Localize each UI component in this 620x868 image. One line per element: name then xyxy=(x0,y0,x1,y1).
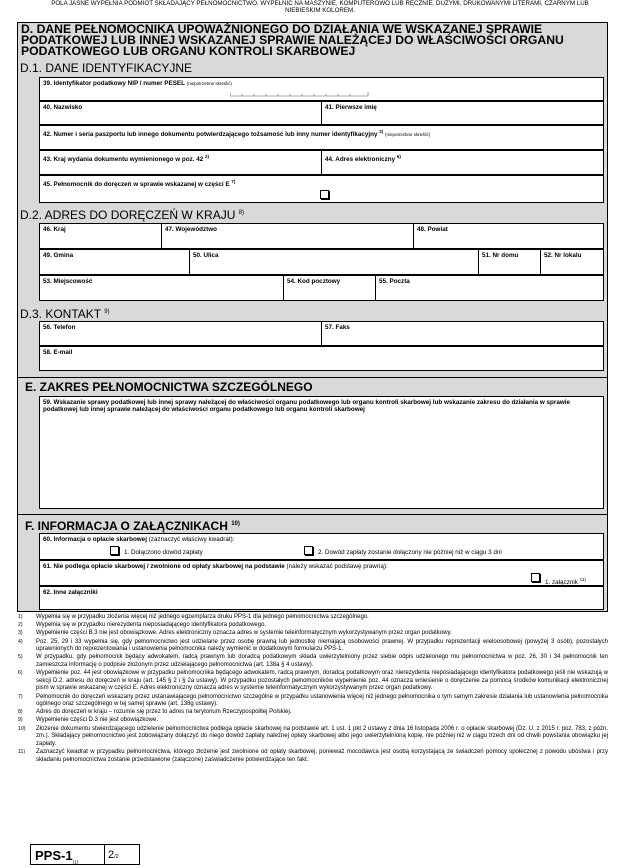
section-d3-title: D.3. KONTAKT $^{9)}$ xyxy=(20,307,110,321)
checkbox-zal[interactable] xyxy=(531,573,540,582)
row-42 xyxy=(39,125,604,150)
checkbox-opt1[interactable] xyxy=(110,546,119,555)
footnote: 10) Złożenie dokumentu stwierdzającego udzielenie pełnomocnictwa podlega opłacie skarbowej na podstawie art. 1 ust. 1 pkt 2 ustawy z dnia 16 listopada 2006 r. o opłacie skarbowej (Dz. U. z 2015 r. poz. 783, z późn. zm.). Składający pełnomocnictwo jest zobowiązany dołączyć do niego dowód zapłaty należnej opłaty skarbowej albo jego uwierzytelnioną kopię, nie później niż w ciągu trzech dni od chwili powstania obowiązku jej zapłaty. xyxy=(18,725,608,747)
row-62 xyxy=(39,586,604,610)
row-59 xyxy=(39,396,604,509)
field-59[interactable]: 59. Wskazanie sprawy podatkowej lub innej sprawy należącej do właściwości organu podatkowego lub organu kontroli skarbowej lub wskazanie zakresu do działania w sprawie podatkowej lub innej sprawie należącej do właściwości organu podatkowego lub organu kontroli skarbowej xyxy=(43,399,570,413)
field-61[interactable]: 61. Nie podlega opłacie skarbowej / zwolnione od opłaty skarbowej na podstawie (należy wskazać podstawę prawną): 1. załącznik $^{11)}$ xyxy=(43,563,586,587)
footnote: 11) Zaznaczyć kwadrat w przypadku pełnomocnictwa, którego złożenie jest zwolnione od opłaty skarbowej, ponieważ mocodawca jest osobą korzystającą ze świadczeń pomocy społecznej z powodu ubóstwa i przy składaniu pełnomocnictwa zostanie przedstawione (załączone) zaświadczenie potwierdzające ten fakt. xyxy=(18,749,608,763)
field-46[interactable]: 46. Kraj xyxy=(40,224,162,248)
section-d1-title: D.1. DANE IDENTYFIKACYJNE xyxy=(20,61,193,75)
footnote: 3) Wypełnienie części B.3 nie jest obowiązkowe. Adres elektroniczny oznacza adres w systemie teleinformatycznym wykorzystywanym przez organ podatkowy. xyxy=(18,630,452,637)
field-41[interactable]: 41. Pierwsze imię xyxy=(325,104,377,111)
section-d xyxy=(17,24,608,57)
row-46-48 xyxy=(39,223,604,249)
opt1-label: 1. Dołączono dowód zapłaty xyxy=(124,549,203,556)
row-56-57 xyxy=(39,321,604,346)
field-58[interactable]: 58. E-mail xyxy=(43,349,73,356)
field-54[interactable]: 54. Kod pocztowy xyxy=(284,276,376,300)
field-60: 60. Informacja o opłacie skarbowej (zaznaczyć właściwy kwadrat): 1. Dołączono dowód zapłaty 2. Dowód zapłaty zostanie dołączony nie później niż w ciągu 3 dni xyxy=(43,536,502,556)
field-43[interactable]: 43. Kraj wydania dokumentu wymienionego w poz. 42 $^{2)}$ xyxy=(40,151,322,174)
form-id-box xyxy=(30,844,140,865)
footnote: 8) Adres do doręczeń w kraju – rozumie się przez to adres na terytorium Rzeczypospolitej Polskiej. xyxy=(18,709,292,716)
section-d2-title: D.2. ADRES DO DORĘCZEŃ W KRAJU $^{8)}$ xyxy=(20,208,245,222)
field-53[interactable]: 53. Miejscowość xyxy=(40,276,284,300)
zal-label: 1. załącznik $^{11)}$ xyxy=(545,577,586,587)
row-53-55 xyxy=(39,275,604,301)
field-62[interactable]: 62. Inne załączniki xyxy=(43,589,98,596)
field-39[interactable]: 39. Identyfikator podatkowy NIP / numer PESEL (niepotrzebne skreślić) xyxy=(40,78,605,100)
footnote: 7) Pełnomocnik do doręczeń wskazany przez ustanawiającego pełnomocnictwo szczególne w przypadku ustanowienia więcej niż jednego pełnomocnika o tym samym zakresie działania lub ustanowienia pełnomocnika ogólnego oraz szczególnego w tej samej sprawie (art. 138g ustawy). xyxy=(18,693,608,708)
section-f-title: F. INFORMACJA O ZAŁĄCZNIKACH $^{10)}$ xyxy=(25,519,240,533)
field-47[interactable]: 47. Województwo xyxy=(162,224,414,248)
field-45: 45. Pełnomocnik do doręczeń w sprawie wskazanej w części E $^{7)}$ xyxy=(40,176,605,202)
section-divider xyxy=(17,514,608,515)
checkbox-45[interactable] xyxy=(320,190,329,199)
footnote: 4) Poz. 25, 29 i 33 wypełnia się, gdy pełnomocnictwo jest udzielane przez osobę prawną lub jednostkę niemającą osobowości prawnej. W przypadku reprezentacji wieloosobowej (powyżej 3 osób), pozostałych uprawnionych do reprezentowania i ustanowienia pełnomocnika należy wymienić w dodatkowym formularzu PPS-1. xyxy=(18,638,608,653)
footnote: 6) Wypełnienie poz. 44 jest obowiązkowe w przypadku pełnomocnika będącego adwokatem, radcą prawnym, doradcą podatkowym oraz nierezydenta nieposiadającego identyfikatora podatkowego jeśli nie wskazują w sekcji D.2. adresu do doręczeń w kraju (art. 145 § 2 i § 2a ustawy). W przypadku pozostałych pełnomocników wypełnienie poz. 44 oznacza wniesienie o doręczenie za pomocą środków komunikacji elektronicznej pism w sprawie wskazanej w części E. Adres elektroniczny oznacza adres w systemie teleinformatycznym wykorzystywanym przez organ podatkowy. xyxy=(18,670,608,692)
row-58 xyxy=(39,346,604,371)
field-48[interactable]: 48. Powiat xyxy=(417,226,448,233)
row-61 xyxy=(39,560,604,586)
footnote: 2) Wypełnia się w przypadku nierezydenta nieposiadającego identyfikatora podatkowego. xyxy=(18,622,267,629)
field-57[interactable]: 57. Faks xyxy=(325,324,350,331)
digit-ticks xyxy=(230,92,370,100)
field-55[interactable]: 55. Poczta xyxy=(379,278,410,285)
footnotes xyxy=(18,614,608,765)
field-44[interactable]: 44. Adres elektroniczny $^{6)}$ xyxy=(325,154,401,164)
checkbox-opt2[interactable] xyxy=(304,546,313,555)
row-43-44 xyxy=(39,150,604,175)
form-name: PPS-$1_{(1)}$ xyxy=(31,845,105,864)
top-instruction: POLA JASNE WYPEŁNIA PODMIOT SKŁADAJĄCY PEŁNOMOCNICTWO. WYPEŁNIĆ NA MASZYNIE, KOMPUTEROWO LUB RĘCZNIE, DUŻYMI, DRUKOWANYMI LITERAMI, CZARNYM LUB NIEBIESKIM KOLOREM. xyxy=(51,0,589,15)
field-42[interactable]: 42. Numer i seria paszportu lub innego dokumentu potwierdzającego tożsamość lub inny numer identyfikacyjny $^{2)}$ (niepotrzebne skreślić) xyxy=(43,129,431,139)
field-51[interactable]: 51. Nr domu xyxy=(479,250,541,274)
section-d-title: D. DANE PEŁNOMOCNIKA UPOWAŻNIONEGO DO DZIAŁANIA WE WSKAZANEJ SPRAWIE PODATKOWEJ LUB INNEJ WSKAZANEJ SPRAWIE NALEŻĄCEJ DO WŁAŚCIWOŚCI ORGANU PODATKOWEGO LUB ORGANU KONTROLI SKARBOWEJ xyxy=(21,22,564,58)
opt2-label: 2. Dowód zapłaty zostanie dołączony nie później niż w ciągu 3 dni xyxy=(318,549,502,556)
footnote: 5) W przypadku, gdy pełnomocnik będący adwokatem, radcą prawnym lub doradcą podatkowym składa uwierzytelniony przez siebie odpis udzielonego mu pełnomocnictwa w poz. 26, 30 i 34 pełnomocnik ten zamieszcza informację o podpisie złożonym przez udzielającego pełnomocnictwa (art. 138a § 4 ustawy). xyxy=(18,654,608,668)
field-49[interactable]: 49. Gmina xyxy=(40,250,190,274)
row-45 xyxy=(39,175,604,203)
field-56[interactable]: 56. Telefon xyxy=(40,322,322,345)
section-e-title: E. ZAKRES PEŁNOMOCNICTWA SZCZEGÓLNEGO xyxy=(25,380,313,394)
footnote: 1) Wypełnia się w przypadku złożenia więcej niż jednego egzemplarza druku PPS-1 dla jednego pełnomocnictwa szczególnego. xyxy=(18,614,369,620)
field-50[interactable]: 50. Ulica xyxy=(190,250,479,274)
row-60 xyxy=(39,533,604,560)
field-40[interactable]: 40. Nazwisko xyxy=(40,102,322,124)
row-49-52 xyxy=(39,249,604,275)
row-40-41 xyxy=(39,101,604,125)
page-number: 2/2 xyxy=(108,849,119,861)
row-39 xyxy=(39,77,604,101)
section-divider xyxy=(17,377,608,378)
footnote: 9) Wypełnienie części D.3 nie jest obowiązkowe. xyxy=(18,717,159,724)
field-52[interactable]: 52. Nr lokalu xyxy=(544,252,582,259)
